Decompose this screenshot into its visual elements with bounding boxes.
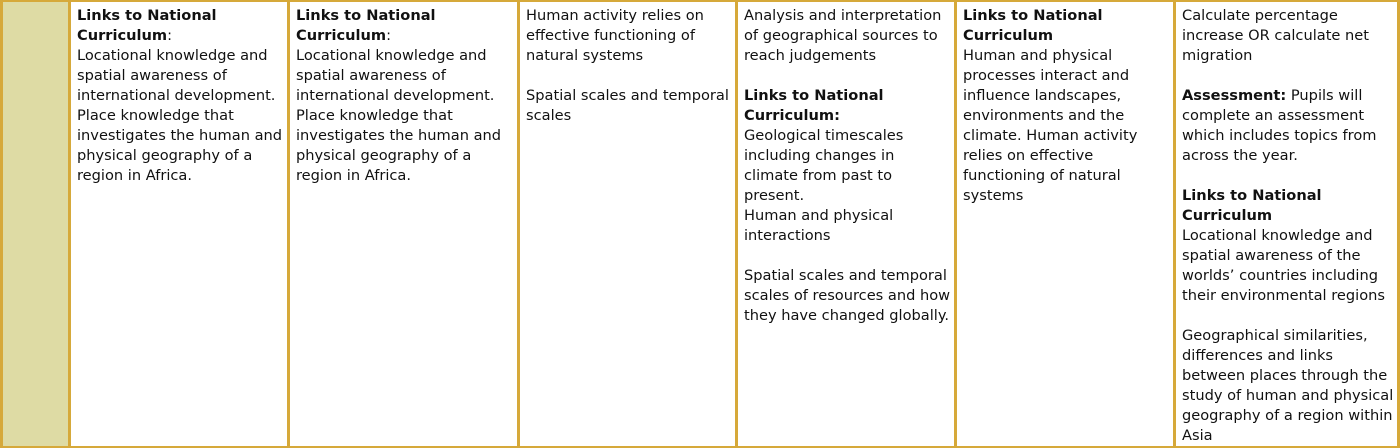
paragraph-gap	[526, 66, 733, 86]
heading-tail: Pupils will complete an assessment which includes topics from across the year.	[1182, 87, 1377, 164]
cell-paragraph: Locational knowledge and spatial awareness of the worlds’ countries including their environmental regions	[1182, 227, 1385, 304]
bold-heading: Assessment:	[1182, 87, 1287, 104]
cell-paragraph: Spatial scales and temporal scales	[526, 87, 729, 124]
bold-heading: Links to National Curriculum	[1182, 187, 1322, 224]
cell-paragraph: Locational knowledge and spatial awareness of international development. Place knowledge that investigates the human and physical geography of a region in Africa.	[296, 47, 502, 184]
bold-heading: Links to National Curriculum	[77, 7, 217, 44]
cell-paragraph: Human activity relies on effective functioning of natural systems	[526, 7, 704, 64]
cell-1	[68, 0, 287, 446]
cell-6	[1173, 0, 1400, 446]
heading-tail: :	[167, 27, 173, 44]
cell-heading-line	[77, 6, 285, 46]
cell-heading-line	[296, 6, 515, 46]
cell-heading-line	[963, 6, 1171, 46]
paragraph-gap	[1182, 306, 1400, 326]
heading-tail: :	[386, 27, 392, 44]
paragraph-gap	[744, 246, 952, 266]
row-header-cell	[0, 0, 68, 446]
bold-heading: Links to National Curriculum	[963, 7, 1103, 44]
cell-paragraph: Locational knowledge and spatial awareness of international development. Place knowledge that investigates the human and physical geography of a region in Africa.	[77, 47, 283, 184]
cell-5	[954, 0, 1173, 446]
bold-heading: Links to National Curriculum:	[744, 87, 884, 124]
cell-heading-line	[1182, 186, 1400, 226]
cell-paragraph: Calculate percentage increase OR calculate net migration	[1182, 7, 1369, 64]
cell-3	[517, 0, 735, 446]
paragraph-gap	[1182, 166, 1400, 186]
cell-paragraph: Analysis and interpretation of geographical sources to reach judgements	[744, 7, 942, 64]
bold-heading: Links to National Curriculum	[296, 7, 436, 44]
cell-4	[735, 0, 954, 446]
cell-paragraph: Spatial scales and temporal scales of resources and how they have changed globally.	[744, 267, 951, 324]
cell-paragraph: Human and physical processes interact and influence landscapes, environments and the climate. Human activity relies on effective functioning of natural systems	[963, 47, 1138, 204]
paragraph-gap	[1182, 66, 1400, 86]
cell-2	[287, 0, 517, 446]
paragraph-gap	[744, 66, 952, 86]
cell-heading-line	[744, 86, 952, 126]
cell-heading-line	[1182, 86, 1400, 166]
cell-paragraph: Geographical similarities, differences and links between places through the study of human and physical geography of a region within Asia	[1182, 327, 1394, 444]
cell-paragraph: Geological timescales including changes in climate from past to present. Human and physical interactions	[744, 127, 904, 244]
